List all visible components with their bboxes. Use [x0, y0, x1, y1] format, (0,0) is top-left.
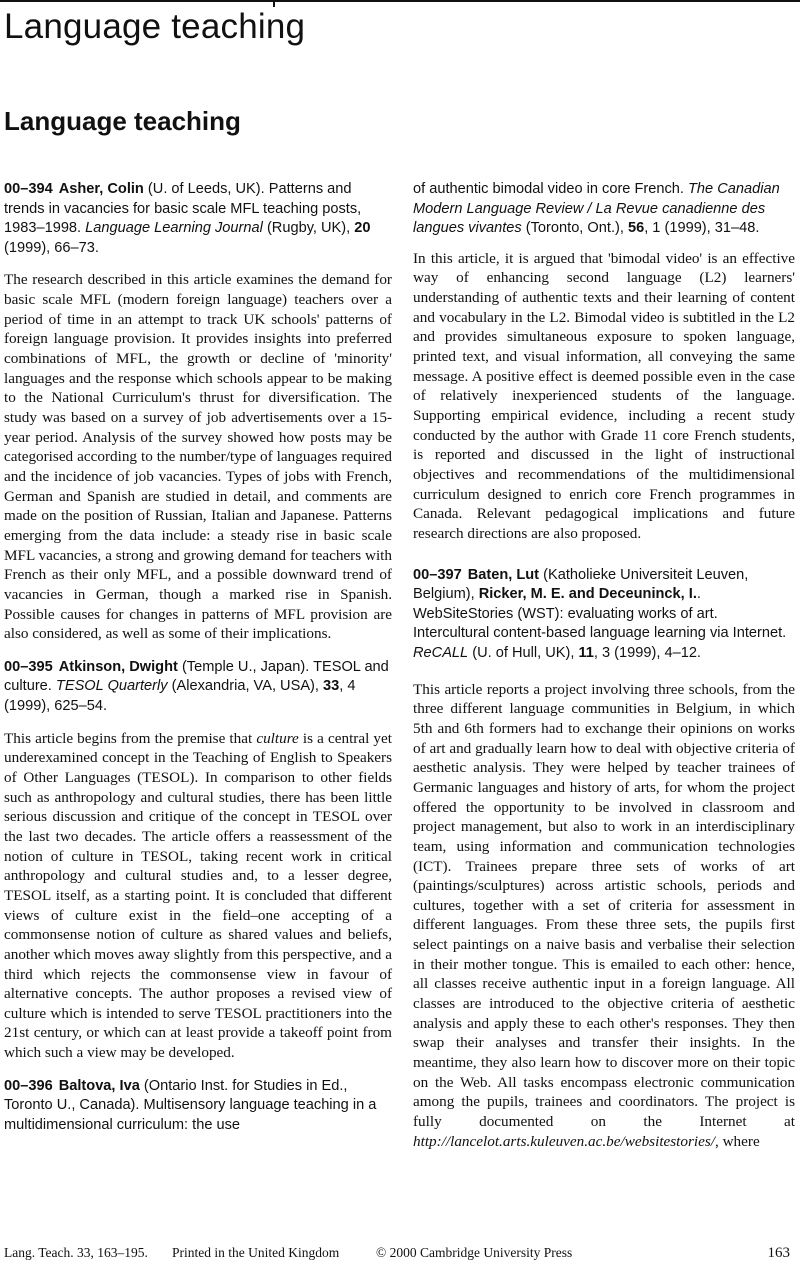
entry-affiliation: (Ontario Inst. for Studies in Ed., Toronto U., Canada). — [4, 1077, 348, 1114]
entry-details: , 3 (1999), 4–12. — [593, 645, 701, 661]
entry-title: TESOL and culture. — [4, 658, 389, 695]
entry-place: (Alexandria, VA, USA), — [167, 678, 324, 695]
entry-abstract — [4, 270, 392, 643]
footer-journal-ref: Lang. Teach. 33, 163–195. — [4, 1245, 148, 1260]
entry-title: of authentic bimodal video in core French. — [413, 181, 689, 197]
abstract-text: The research described in this article examines the demand for basic scale MFL (modern foreign language) teachers over a period of time in an attempt to track UK schools' patterns of foreign language provision. It provides insights into preferred combinations of MFL, the growth or decline of 'minority' languages and the response which schools appear to be making to the National Curriculum's thrust for diversification. The study was based on a survey of job advertisements over a 15-year period. Analysis of the survey showed how posts may be categorised according to the number/type of languages required and the incidence of job vacancies. Types of jobs with French, German and Spanish are studied in detail, and comments are made on the position of Russian, Italian and Japanese. Patterns emerging from the data include: a steady rise in basic scale MFL vacancies, a strong and growing demand for teachers with French as their only MFL, and a possible downward trend of vacancies in German, though a marked rise in Spanish. Possible causes for changes in patterns of MFL provision are also considered, as well as some of their implications. — [4, 271, 392, 643]
abstract-text: , where — [715, 1132, 760, 1150]
running-head: Language teaching — [4, 7, 306, 46]
entry-abstract — [413, 680, 795, 1152]
entry-details: , 1 (1999), 31–48. — [644, 220, 760, 237]
entry-affiliation: (U. of Leeds, UK). — [143, 181, 269, 197]
entry-place: (U. of Hull, UK), — [468, 645, 579, 661]
entry-title: Patterns and trends in vacancies for basic scale MFL teaching posts, 1983–1998. — [4, 181, 362, 237]
top-rule — [0, 0, 800, 2]
entry-citation — [4, 1077, 392, 1136]
entry-affiliation: (Temple U., Japan). — [177, 658, 314, 675]
abstract-emphasis: culture — [256, 729, 299, 747]
abstract-text: In this article, it is argued that 'bimodal video' is an effective way of enhancing second language (L2) learners' understanding of authentic texts and their learning of content and vocabulary in the L2. Bimodal video is subtitled in the L2 and provides simultaneous exposure to spoken language, printed text, and visual information, all conveying the same message. A positive effect is deemed possible even in the case of relatively inexperienced students of the language. Supporting empirical evidence, including a recent study conducted by the author with Grade 11 core French students, is reported and discussed in the light of instructional objectives and recommendations of the multidimensional curriculum designed to enrich core French programmes in Canada. Relevant pedagogical implications and future research directions are also proposed. — [413, 249, 795, 542]
right-column — [413, 180, 795, 1165]
entry-author: Asher, Colin — [58, 181, 144, 197]
entry-journal: Language Learning Journal — [85, 220, 263, 237]
entry-volume: 56 — [627, 220, 645, 237]
entry-author: Atkinson, Dwight — [58, 658, 178, 675]
abstract-text: is a central yet underexamined concept in the Teaching of English to Speakers of Other Languages (TESOL). In comparison to other fields such as anthropology and cultural studies, there has been little serious discussion and critique of the concept in TESOL over the last two decades. The article offers a reassessment of the notion of culture in TESOL, taking recent work in critical anthropology and cultural studies and, to a lesser degree, TESOL itself, as a starting point. It is concluded that different views of culture exist in the field–one accepting of a commonsense notion of culture as shared values and beliefs, another which moves away slightly from this perspective, and a third which rejects the commonsense view in favour of alternative concepts. The author proposes a revised view of culture which is intended to serve TESOL practitioners into the 21st century, or which can at least provide a takeoff point from which such a view may be developed. — [4, 729, 392, 1062]
entry-abstract — [4, 729, 392, 1063]
entry-citation — [413, 566, 795, 664]
entry-title: Multisensory language teaching in a multidimensional curriculum: the use — [4, 1097, 377, 1133]
entry-volume: 20 — [354, 220, 371, 237]
section-title: Language teaching — [4, 106, 241, 136]
abstract-text: This article begins from the premise that — [4, 729, 257, 747]
entry-title: . WebSiteStories (WST): evaluating works of art. Intercultural content-based language learning via Internet. — [413, 586, 787, 642]
abstract-text: This article reports a project involving three schools, from the three different language communities in Belgium, in which 5th and 6th formers had to exchange their opinions on works of art and gradually learn how to deal with objective criteria of aesthetic analysis. They were helped by teacher trainees of Germanic languages and history of arts, for whom the project offered the opportunity to be involved in classroom and project management, but also to work in an interdisciplinary team, using information and communication technologies (ICT). Trainees prepare three sets of works of art (paintings/sculptures) across artistic schools, periods and cultures, together with a set of criteria for assessment in different languages. From these three sets, the pupils first select paintings on a naive basis and verbalise their selection in their mother tongue. This is emailed to each other: hence, all classes receive authentic input in a foreign language. All classes are introduced to the objective criteria of aesthetic analysis and apply these to each other's responses. They then swap their analyses and transfer their insights. In the meantime, they also learn how to discover more on their topic on the Web. All tasks encompass electronic communication among the pupils, trainees and coordinators. The project is fully documented on the Internet at — [413, 680, 795, 1131]
entry-number: 00–395 — [4, 658, 53, 675]
entry-citation — [4, 658, 392, 717]
entry-number: 00–396 — [4, 1077, 53, 1094]
left-column — [4, 180, 392, 1148]
entry-affiliation: (Katholieke Universiteit Leuven, Belgium), — [413, 566, 749, 603]
entry-journal: ReCALL — [413, 645, 469, 661]
entry-citation-continued — [413, 180, 795, 239]
entry-journal: The Canadian Modern Language Review / La Revue canadienne des langues vivantes — [413, 181, 780, 237]
entry-details: (1999), 66–73. — [4, 239, 99, 256]
entry-number: 00–394 — [4, 181, 53, 197]
entry-volume: 33 — [323, 678, 340, 695]
entry-volume: 11 — [578, 645, 594, 661]
page-number: 163 — [767, 1245, 790, 1261]
footer-printed: Printed in the United Kingdom — [172, 1245, 340, 1260]
entry-place: (Rugby, UK), — [262, 220, 355, 237]
entry-place: (Toronto, Ont.), — [521, 220, 628, 237]
footer-copyright: © 2000 Cambridge University Press — [376, 1245, 573, 1260]
entry-number: 00–397 — [413, 566, 462, 583]
entry-journal: TESOL Quarterly — [55, 678, 168, 695]
entry-coauthors: Ricker, M. E. and Deceuninck, I. — [478, 586, 697, 603]
abstract-url[interactable]: http://lancelot.arts.kuleuven.ac.be/websitestories/ — [413, 1132, 715, 1150]
entry-citation — [4, 180, 392, 258]
entry-author: Baten, Lut — [467, 566, 540, 583]
entry-abstract — [413, 249, 795, 544]
entry-details: , 4 (1999), 625–54. — [4, 678, 356, 715]
entry-author: Baltova, Iva — [58, 1077, 140, 1094]
